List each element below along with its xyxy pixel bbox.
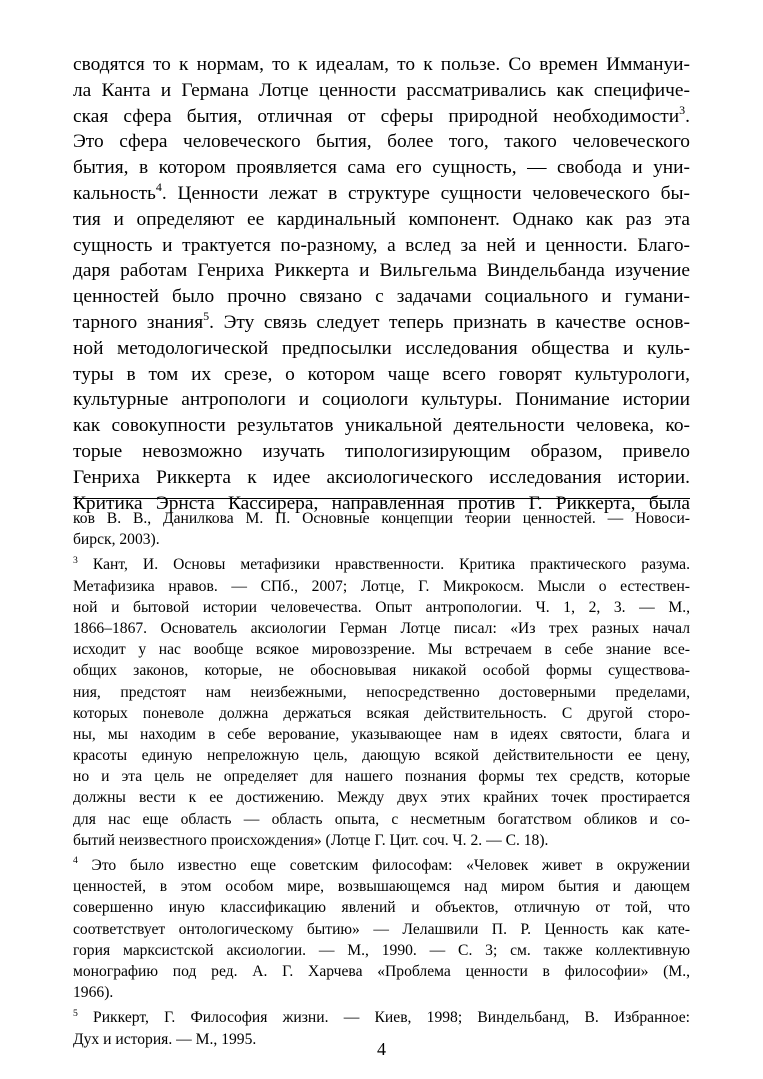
footnote-ref-4[interactable]: 4: [155, 179, 162, 194]
page-number: 4: [377, 1039, 386, 1059]
text-line: Генриха Риккерта к идее аксиологического исследования истории.: [73, 466, 690, 488]
footnote-line: для нас еще область — область опыта, с несметным богатством обликов и со-: [73, 810, 690, 828]
footnote-separator: [73, 498, 690, 499]
text-span: Это было известно еще советским философам: «Человек живет в окружении: [77, 857, 690, 874]
footnote-line: [73, 855, 690, 876]
text-span: .: [685, 105, 690, 127]
text-span: Риккерт, Г. Философия жизни. — Киев, 1998; Виндельбанд, В. Избранное:: [77, 1009, 690, 1027]
text-line: Это сфера человеческого бытия, более того, такого человеческого: [73, 131, 690, 153]
footnote-line: ценностей, в этом особом мире, возвышающемся над миром бытия и дающем: [73, 878, 690, 896]
text-line: Критика Эрнста Кассирера, направленная против Г. Риккерта, была: [73, 492, 690, 514]
footnote-line: гория марксистской аксиологии. — М., 1990. — С. 3; см. также коллективную: [73, 941, 690, 959]
text-span: Кант, И. Основы метафизики нравственности. Критика практического разума.: [77, 556, 690, 574]
footnote-continuation: [73, 508, 690, 550]
footnote-ref-3[interactable]: 3: [679, 102, 686, 117]
text-span: ская сфера бытия, отличная от сферы природной необходимости: [73, 105, 680, 127]
footnote-line: ния, предстоят нам неизбежными, непосредственно достоверными пределами,: [73, 683, 690, 701]
text-line: [73, 104, 690, 130]
text-line: туры в том их срезе, о котором чаще всего говорят культурологи,: [73, 363, 690, 385]
footnote-line: бытий неизвестного происхождения» (Лотце Г. Цит. соч. Ч. 2. — С. 18).: [73, 831, 549, 849]
text-line: сущность и трактуется по-разному, а вслед за ней и ценности. Благо-: [73, 234, 690, 256]
text-span: кальность: [73, 182, 156, 204]
footnote-line: исходит у нас вообще всякое мировоззрение. Мы встречаем в себе знание все-: [73, 641, 690, 659]
footnote-line: совершенно иную классификацию явлений и объектов, отличную от той, что: [73, 899, 690, 917]
text-line: культурные антропологи и социологи культуры. Понимание истории: [73, 389, 690, 411]
footnote-line: монографию под ред. А. Г. Харчева «Проблема ценности в философии» (М.,: [73, 962, 690, 980]
footnote-mark-5: 5: [73, 1007, 78, 1019]
footnote-line: которых поневоле должна держаться всякая действительность. С другой сторо-: [73, 704, 690, 722]
footnote-line: красоты единую непреложную цель, дающую всякой действительности ее цену,: [73, 747, 690, 765]
footnote-line: Метафизика нравов. — СПб., 2007; Лотце, Г. Микрокосм. Мысли о естествен-: [73, 577, 690, 595]
text-line: [73, 181, 690, 207]
text-line: бытия, в котором проявляется сама его сущность, — свобода и уни-: [73, 157, 690, 179]
text-line: как совокупности результатов уникальной деятельности человека, ко-: [73, 415, 690, 437]
text-span: . Ценности лежат в структуре сущности человеческого бы-: [161, 182, 690, 204]
text-line: сводятся то к нормам, то к идеалам, то к пользе. Со времен Иммануи-: [73, 54, 690, 75]
text-line: [73, 310, 690, 336]
footnote-line: бирск, 2003).: [73, 531, 160, 549]
footnote-4: [73, 855, 690, 1003]
text-line: ла Канта и Германа Лотце ценности рассматривались как специфиче-: [73, 79, 690, 101]
footnote-line: Дух и история. — М., 1995.: [73, 1030, 257, 1048]
footnote-mark-4: 4: [73, 855, 78, 867]
footnote-line: но и эта цель не определяет для нашего познания формы тех средств, которые: [73, 768, 690, 786]
footnote-line: 1966).: [73, 984, 114, 1002]
text-line: тия и определяют ее кардинальный компонент. Однако как раз эта: [73, 208, 690, 230]
footnote-line: ков В. В., Данилкова М. П. Основные концепции теории ценностей. — Новоси-: [73, 510, 690, 527]
footnote-line: общих законов, которые, не обосновывая никакой особой формы существова-: [73, 662, 690, 680]
text-line: торые невозможно изучать типологизирующим образом, привело: [73, 440, 690, 462]
text-span: . Эту связь следует теперь признать в качестве основ-: [209, 311, 690, 333]
footnote-3: [73, 554, 690, 851]
footnote-mark-3: 3: [73, 554, 78, 566]
footnote-line: ны, мы находим в себе верование, указывающее нам в идеях святости, блага и: [73, 725, 690, 743]
footnote-ref-5[interactable]: 5: [203, 308, 210, 323]
footnote-line: [73, 554, 690, 575]
text-line: ценностей было прочно связано с задачами социального и гумани-: [73, 286, 690, 308]
text-line: даря работам Генриха Риккерта и Вильгельма Виндельбанда изучение: [73, 260, 690, 282]
footnote-line: ной и бытовой истории человечества. Опыт антропологии. Ч. 1, 2, 3. — М.,: [73, 598, 690, 616]
footnote-line: должны вести к ее достижению. Между двух этих крайних точек простирается: [73, 789, 690, 807]
text-span: тарного знания: [73, 311, 204, 333]
footnote-line: [73, 1007, 690, 1028]
text-line: ной методологической предпосылки исследования общества и куль-: [73, 337, 690, 359]
footnotes: [73, 508, 690, 1050]
footnote-line: соответствует онтологическому бытию» — Лелашвили П. Р. Ценность как кате-: [73, 920, 690, 938]
footnote-line: 1866–1867. Основатель аксиологии Герман Лотце писал: «Из трех разных начал: [73, 619, 690, 637]
main-text: [73, 52, 690, 516]
